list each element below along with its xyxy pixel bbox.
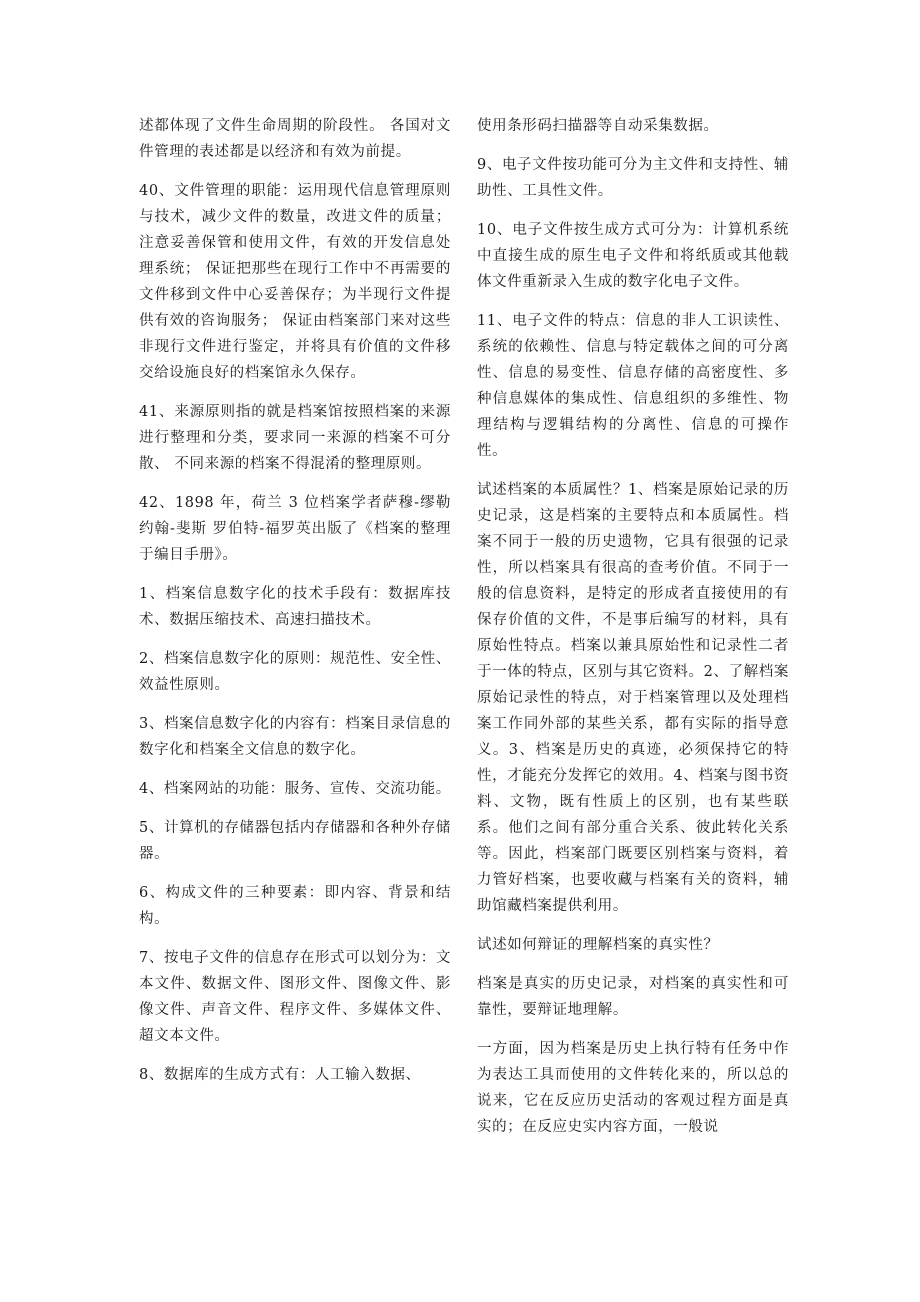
paragraph: 试述档案的本质属性？1、档案是原始记录的历史记录，这是档案的主要特点和本质属性。档案不同于一般的历史遗物，它具有很强的记录性，所以档案具有很高的查考价值。不同于一般的信息资料，是特定的形成者直接使用的有保存价值的文件，不是事后编写的材料，具有原始性特点。档案以兼具原始性和记录性二者于一体的特点，区别与其它资料。2、了解档案原始记录性的特点，对于档案管理以及处理档案工作同外部的某些关系，都有实际的指导意义。3、档案是历史的真迹，必须保持它的特性，才能充分发挥它的效用。4、档案与图书资料、文物，既有性质上的区别，也有某些联系。他们之间有部分重合关系、彼此转化关系等。因此，档案部门既要区别档案与资料，着力管好档案，也要收藏与档案有关的资料，辅助馆藏档案提供利用。 [477,482,789,914]
paragraph: 档案是真实的历史记录，对档案的真实性和可靠性，要辩证地理解。 [477,976,789,1018]
paragraph: 3、档案信息数字化的内容有：档案目录信息的数字化和档案全文信息的数字化。 [139,716,451,758]
paragraph: 2、档案信息数字化的原则：规范性、安全性、效益性原则。 [139,651,451,693]
paragraph: 7、按电子文件的信息存在形式可以划分为：文本文件、数据文件、图形文件、图像文件、影像文件、声音文件、程序文件、多媒体文件、超文本文件。 [139,950,451,1044]
paragraph: 5、计算机的存储器包括内存储器和各种外存储器。 [139,820,451,862]
paragraph: 一方面，因为档案是历史上执行特有任务中作为表达工具而使用的文件转化来的，所以总的说来，它在反应历史活动的客观过程方面是真实的；在反应史实内容方面，一般说 [477,1041,789,1135]
paragraph: 4、档案网站的功能：服务、宣传、交流功能。 [139,781,451,797]
left-column [139,113,451,1101]
paragraph: 8、数据库的生成方式有：人工输入数据、 [139,1067,421,1083]
paragraph: 9、电子文件按功能可分为主文件和支持性、辅助性、工具性文件。 [477,157,789,199]
question-heading: 试述如何辩证的理解档案的真实性？ [477,937,719,953]
right-column [477,113,789,1153]
paragraph: 述都体现了文件生命周期的阶段性。 各国对文件管理的表述都是以经济和有效为前提。 [139,118,451,160]
paragraph: 1、档案信息数字化的技术手段有：数据库技术、数据压缩技术、高速扫描技术。 [139,586,451,628]
paragraph: 使用条形码扫描器等自动采集数据。 [477,118,719,134]
paragraph: 11、电子文件的特点：信息的非人工识读性、系统的依赖性、信息与特定载体之间的可分离性、信息的易变性、信息存储的高密度性、多种信息媒体的集成性、信息组织的多维性、物理结构与逻辑结构的分离性、信息的可操作性。 [477,313,789,459]
paragraph: 10、电子文件按生成方式可分为：计算机系统中直接生成的原生电子文件和将纸质或其他载体文件重新录入生成的数字化电子文件。 [477,222,789,290]
paragraph: 40、文件管理的职能：运用现代信息管理原则与技术，减少文件的数量，改进文件的质量； 注意妥善保管和使用文件，有效的开发信息处理系统； 保证把那些在现行工作中不再需要的文件移到文件中心妥善保存；为半现行文件提供有效的咨询服务； 保证由档案部门来对这些非现行文件进行鉴定，并将具有价值的文件移交给设施良好的档案馆永久保存。 [139,183,451,381]
paragraph: 41、来源原则指的就是档案馆按照档案的来源进行整理和分类，要求同一来源的档案不可分散、 不同来源的档案不得混淆的整理原则。 [139,404,451,472]
paragraph: 6、构成文件的三种要素：即内容、背景和结构。 [139,885,451,927]
paragraph: 42、1898 年，荷兰 3 位档案学者萨穆-缪勒约翰-斐斯 罗伯特-福罗英出版了《档案的整理于编目手册》。 [139,495,451,563]
